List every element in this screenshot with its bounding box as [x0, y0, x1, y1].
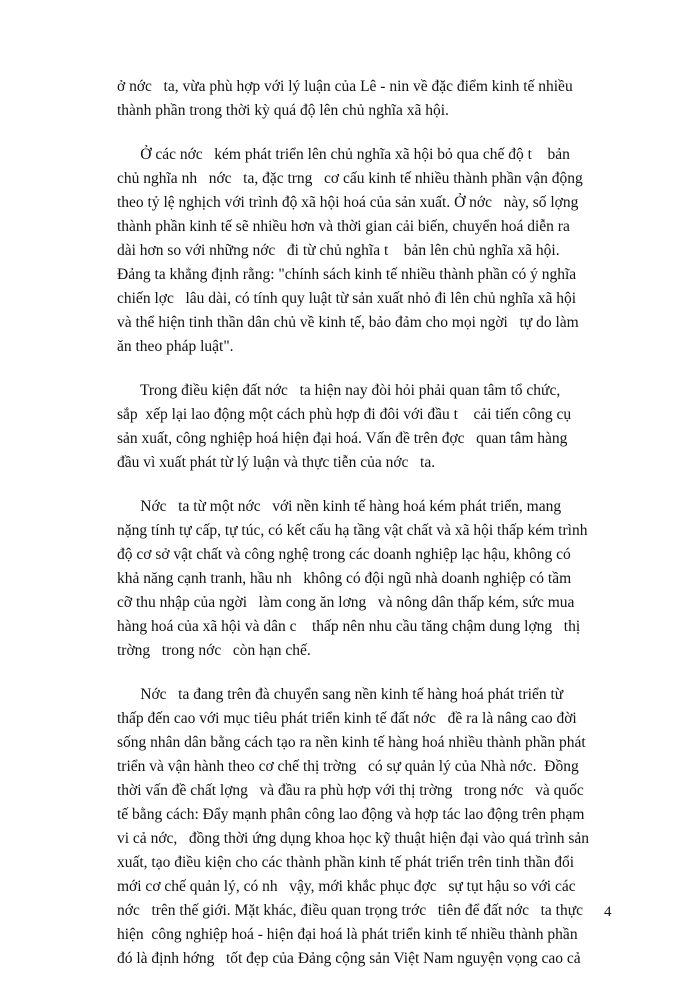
- text-line: khả năng cạnh tranh, hầu nh không có đội ngũ nhà doanh nghiệp có tầm: [117, 570, 572, 587]
- text-line: thành phần kinh tế sẽ nhiều hơn và thời gian cải biến, chuyển hoá diễn ra: [117, 218, 570, 235]
- text-line: thấp đến cao với mục tiêu phát triển kinh tế đất nớc đề ra là nâng cao đời: [117, 710, 577, 727]
- text-line: đó là định hớng tốt đẹp của Đảng cộng sản Việt Nam nguyện vọng cao cả: [117, 950, 581, 967]
- text-line: thời vấn đề chất lợng và đầu ra phù hợp với thị trờng trong nớc và quốc: [117, 782, 584, 799]
- page-number: 4: [604, 904, 612, 920]
- text-line: Trong điều kiện đất nớc ta hiện nay đòi hỏi phải quan tâm tổ chức,: [117, 382, 561, 399]
- text-line: đầu vì xuất phát từ lý luận và thực tiễn của nớc ta.: [117, 454, 436, 471]
- paragraph: [117, 75, 617, 123]
- text-line: Nớc ta từ một nớc với nền kinh tế hàng hoá kém phát triển, mang: [117, 498, 562, 515]
- text-line: mới cơ chế quản lý, có nh vậy, mới khắc phục đợc sự tụt hậu so với các: [117, 878, 576, 895]
- text-line: sản xuất, công nghiệp hoá hiện đại hoá. Vấn đề trên đợc quan tâm hàng: [117, 430, 568, 447]
- paragraph: [117, 495, 617, 663]
- paragraph: [117, 683, 617, 971]
- text-line: hàng hoá của xã hội và dân c thấp nên nhu cầu tăng chậm dung lợng thị: [117, 618, 581, 635]
- text-line: nặng tính tự cấp, tự túc, có kết cấu hạ tầng vật chất và xã hội thấp kém trình: [117, 522, 588, 539]
- text-line: trờng trong nớc còn hạn chế.: [117, 642, 311, 659]
- text-line: tế bằng cách: Đẩy mạnh phân công lao động và hợp tác lao động trên phạm: [117, 806, 585, 823]
- text-line: sống nhân dân bằng cách tạo ra nền kinh tế hàng hoá nhiều thành phần phát: [117, 734, 586, 751]
- text-line: xuất, tạo điều kiện cho các thành phần kinh tế phát triển trên tinh thần đổi: [117, 854, 575, 871]
- text-line: dài hơn so với những nớc đi từ chủ nghĩa t bản lên chủ nghĩa xã hội.: [117, 242, 560, 259]
- text-line: nớc trên thế giới. Mặt khác, điều quan trọng trớc tiên để đất nớc ta thực: [117, 902, 584, 919]
- text-line: theo tỷ lệ nghịch với trình độ xã hội hoá của sản xuất. Ở nớc này, số lợng: [117, 194, 579, 211]
- text-line: cỡ thu nhập của ngời làm cong ăn lơng và nông dân thấp kém, sức mua: [117, 594, 575, 611]
- paragraph: [117, 143, 617, 359]
- text-line: triển và vận hành theo cơ chế thị trờng có sự quản lý của Nhà nớc. Đồng: [117, 758, 579, 775]
- body-text: [117, 75, 617, 991]
- text-line: độ cơ sở vật chất và công nghệ trong các doanh nghiệp lạc hậu, không có: [117, 546, 571, 563]
- text-line: ở nớc ta, vừa phù hợp với lý luận của Lê - nin về đặc điểm kinh tế nhiều: [117, 78, 573, 95]
- text-line: chủ nghĩa nh nớc ta, đặc trng cơ cấu kinh tế nhiều thành phần vận động: [117, 170, 583, 187]
- text-line: thành phần trong thời kỳ quá độ lên chủ nghĩa xã hội.: [117, 102, 449, 119]
- text-line: Ở các nớc kém phát triển lên chủ nghĩa xã hội bỏ qua chế độ t bản: [117, 146, 570, 163]
- text-line: Đảng ta khẳng định rằng: "chính sách kinh tế nhiều thành phần có ý nghĩa: [117, 266, 577, 283]
- text-line: hiện công nghiệp hoá - hiện đại hoá là phát triển kinh tế nhiều thành phần: [117, 926, 578, 943]
- text-line: và thể hiện tinh thần dân chủ về kinh tế, bảo đảm cho mọi ngời tự do làm: [117, 314, 579, 331]
- text-line: ăn theo pháp luật".: [117, 338, 234, 355]
- text-line: sắp xếp lại lao động một cách phù hợp đi đôi với đầu t cải tiến công cụ: [117, 406, 572, 423]
- text-line: chiến lợc lâu dài, có tính quy luật từ sản xuất nhỏ đi lên chủ nghĩa xã hội: [117, 290, 577, 307]
- text-line: Nớc ta đang trên đà chuyển sang nền kinh tế hàng hoá phát triển từ: [117, 686, 564, 703]
- text-line: vi cả nớc, đồng thời ứng dụng khoa học kỹ thuật hiện đại vào quá trình sản: [117, 830, 590, 847]
- paragraph: [117, 379, 617, 475]
